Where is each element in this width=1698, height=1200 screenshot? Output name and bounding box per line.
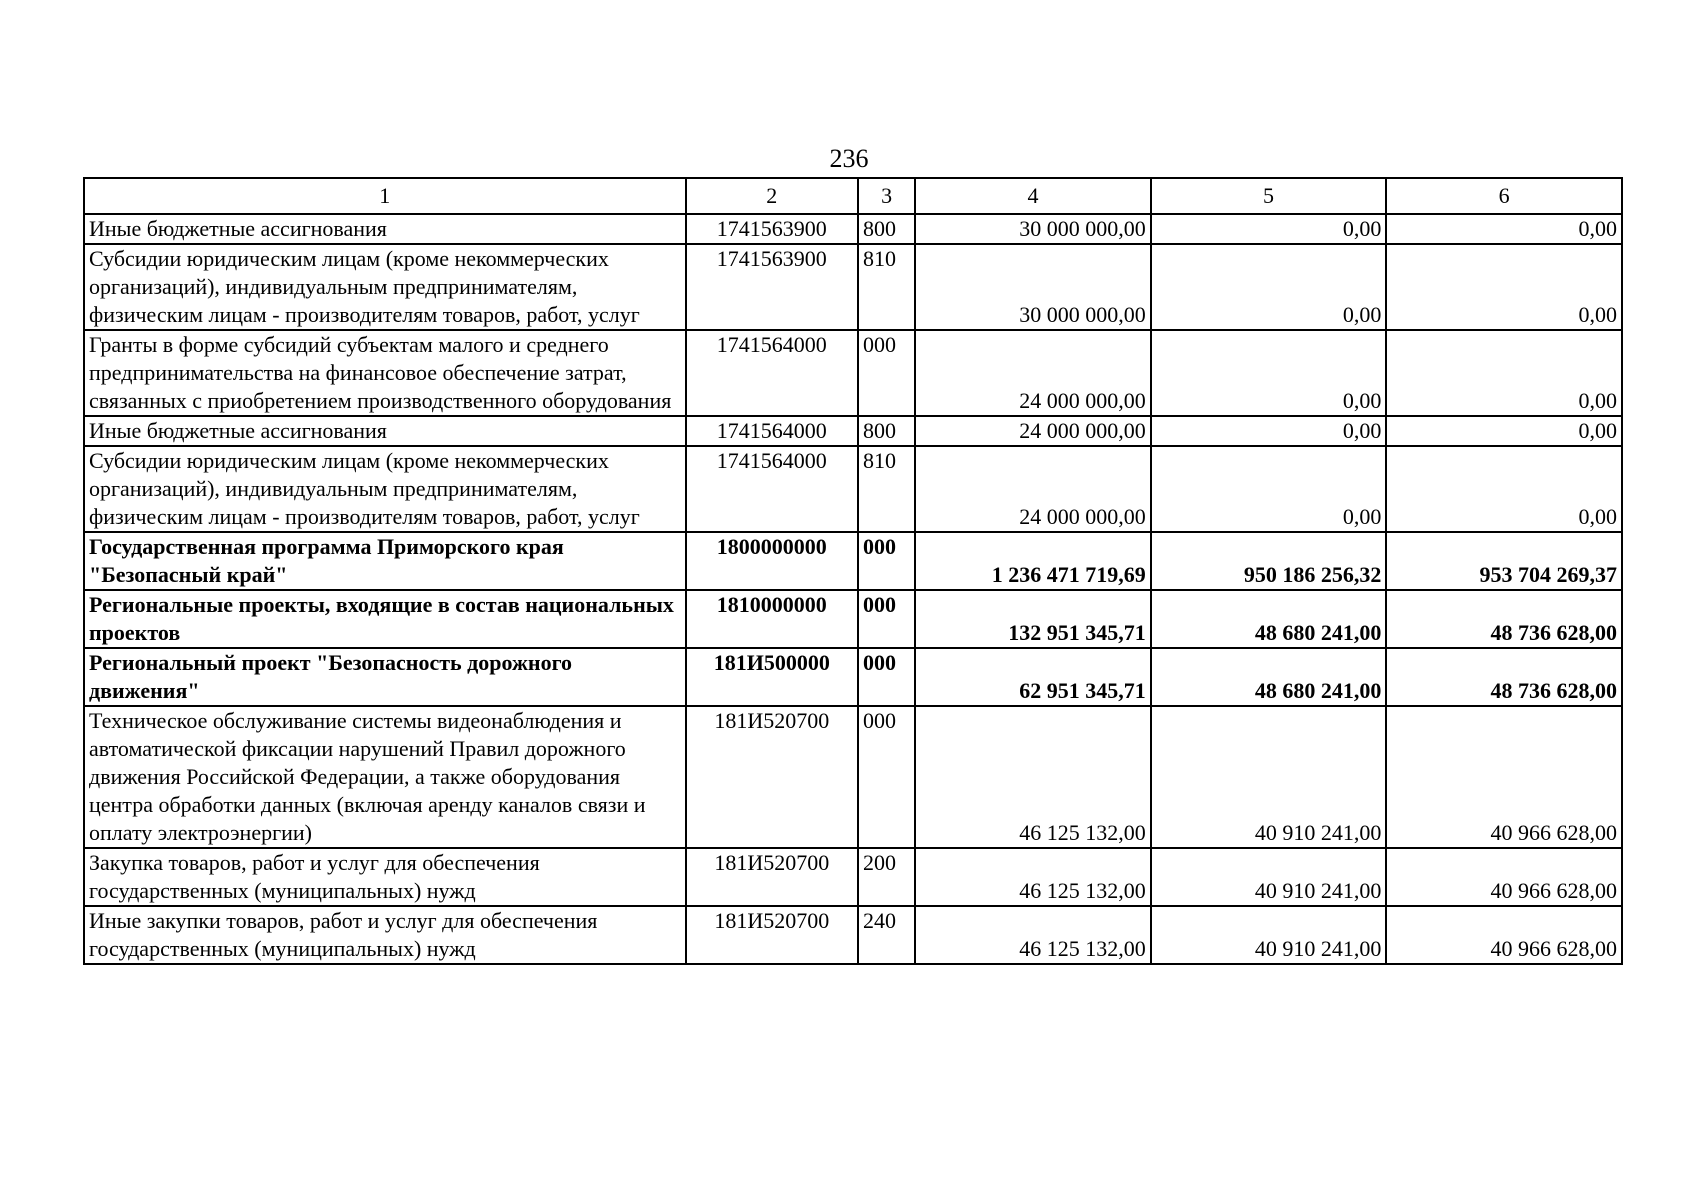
amount-col-5: 0,00 [1151, 214, 1387, 244]
amount-col-4: 132 951 345,71 [915, 590, 1151, 648]
budget-table [83, 177, 1623, 965]
amount-col-6: 0,00 [1386, 330, 1622, 416]
amount-col-5: 40 910 241,00 [1151, 848, 1387, 906]
amount-col-4: 46 125 132,00 [915, 848, 1151, 906]
target-article-code: 181И520700 [686, 906, 858, 964]
table-row [84, 446, 1622, 532]
amount-col-6: 48 736 628,00 [1386, 590, 1622, 648]
target-article-code: 1741564000 [686, 330, 858, 416]
table-row [84, 848, 1622, 906]
table-row [84, 532, 1622, 590]
table-row [84, 648, 1622, 706]
column-number: 6 [1386, 178, 1622, 214]
row-name: Субсидии юридическим лицам (кроме некоммерческих организаций), индивидуальным предпринимателям, физическим лицам - производителям товаров, работ, услуг [84, 446, 686, 532]
table-row [84, 416, 1622, 446]
table-row [84, 590, 1622, 648]
target-article-code: 1810000000 [686, 590, 858, 648]
row-name: Субсидии юридическим лицам (кроме некоммерческих организаций), индивидуальным предпринимателям, физическим лицам - производителям товаров, работ, услуг [84, 244, 686, 330]
table-row [84, 906, 1622, 964]
expense-type-code: 810 [858, 244, 915, 330]
amount-col-6: 40 966 628,00 [1386, 906, 1622, 964]
expense-type-code: 200 [858, 848, 915, 906]
amount-col-5: 40 910 241,00 [1151, 706, 1387, 848]
expense-type-code: 000 [858, 648, 915, 706]
row-name: Иные бюджетные ассигнования [84, 416, 686, 446]
amount-col-6: 40 966 628,00 [1386, 706, 1622, 848]
expense-type-code: 800 [858, 416, 915, 446]
amount-col-4: 24 000 000,00 [915, 446, 1151, 532]
expense-type-code: 000 [858, 590, 915, 648]
amount-col-4: 46 125 132,00 [915, 906, 1151, 964]
target-article-code: 1741563900 [686, 214, 858, 244]
amount-col-6: 0,00 [1386, 214, 1622, 244]
table-row [84, 706, 1622, 848]
amount-col-5: 0,00 [1151, 416, 1387, 446]
amount-col-6: 953 704 269,37 [1386, 532, 1622, 590]
column-number: 2 [686, 178, 858, 214]
amount-col-4: 24 000 000,00 [915, 330, 1151, 416]
amount-col-4: 30 000 000,00 [915, 244, 1151, 330]
amount-col-4: 1 236 471 719,69 [915, 532, 1151, 590]
amount-col-4: 30 000 000,00 [915, 214, 1151, 244]
page-number: 236 [829, 144, 869, 173]
table-row [84, 214, 1622, 244]
target-article-code: 181И500000 [686, 648, 858, 706]
target-article-code: 1741563900 [686, 244, 858, 330]
target-article-code: 1741564000 [686, 416, 858, 446]
row-name: Региональные проекты, входящие в состав национальных проектов [84, 590, 686, 648]
amount-col-6: 0,00 [1386, 416, 1622, 446]
expense-type-code: 000 [858, 532, 915, 590]
row-name: Государственная программа Приморского края "Безопасный край" [84, 532, 686, 590]
row-name: Иные закупки товаров, работ и услуг для обеспечения государственных (муниципальных) нужд [84, 906, 686, 964]
column-number: 5 [1151, 178, 1387, 214]
column-number: 4 [915, 178, 1151, 214]
amount-col-5: 0,00 [1151, 330, 1387, 416]
row-name: Иные бюджетные ассигнования [84, 214, 686, 244]
amount-col-5: 40 910 241,00 [1151, 906, 1387, 964]
expense-type-code: 800 [858, 214, 915, 244]
expense-type-code: 240 [858, 906, 915, 964]
expense-type-code: 000 [858, 706, 915, 848]
amount-col-4: 62 951 345,71 [915, 648, 1151, 706]
amount-col-5: 950 186 256,32 [1151, 532, 1387, 590]
amount-col-4: 24 000 000,00 [915, 416, 1151, 446]
column-number-row [84, 178, 1622, 214]
row-name: Закупка товаров, работ и услуг для обеспечения государственных (муниципальных) нужд [84, 848, 686, 906]
target-article-code: 181И520700 [686, 706, 858, 848]
row-name: Гранты в форме субсидий субъектам малого и среднего предпринимательства на финансовое обеспечение затрат, связанных с приобретением производственного оборудования [84, 330, 686, 416]
expense-type-code: 810 [858, 446, 915, 532]
column-number: 3 [858, 178, 915, 214]
expense-type-code: 000 [858, 330, 915, 416]
amount-col-5: 48 680 241,00 [1151, 590, 1387, 648]
amount-col-5: 48 680 241,00 [1151, 648, 1387, 706]
table-row [84, 244, 1622, 330]
amount-col-6: 40 966 628,00 [1386, 848, 1622, 906]
row-name: Техническое обслуживание системы видеонаблюдения и автоматической фиксации нарушений Правил дорожного движения Российской Федерации, а также оборудования центра обработки данных (включая аренду каналов связи и оплату электроэнергии) [84, 706, 686, 848]
amount-col-6: 0,00 [1386, 446, 1622, 532]
amount-col-4: 46 125 132,00 [915, 706, 1151, 848]
amount-col-6: 0,00 [1386, 244, 1622, 330]
row-name: Региональный проект "Безопасность дорожного движения" [84, 648, 686, 706]
table-row [84, 330, 1622, 416]
amount-col-5: 0,00 [1151, 446, 1387, 532]
table-body [84, 214, 1622, 964]
target-article-code: 181И520700 [686, 848, 858, 906]
amount-col-6: 48 736 628,00 [1386, 648, 1622, 706]
amount-col-5: 0,00 [1151, 244, 1387, 330]
column-number: 1 [84, 178, 686, 214]
target-article-code: 1741564000 [686, 446, 858, 532]
target-article-code: 1800000000 [686, 532, 858, 590]
